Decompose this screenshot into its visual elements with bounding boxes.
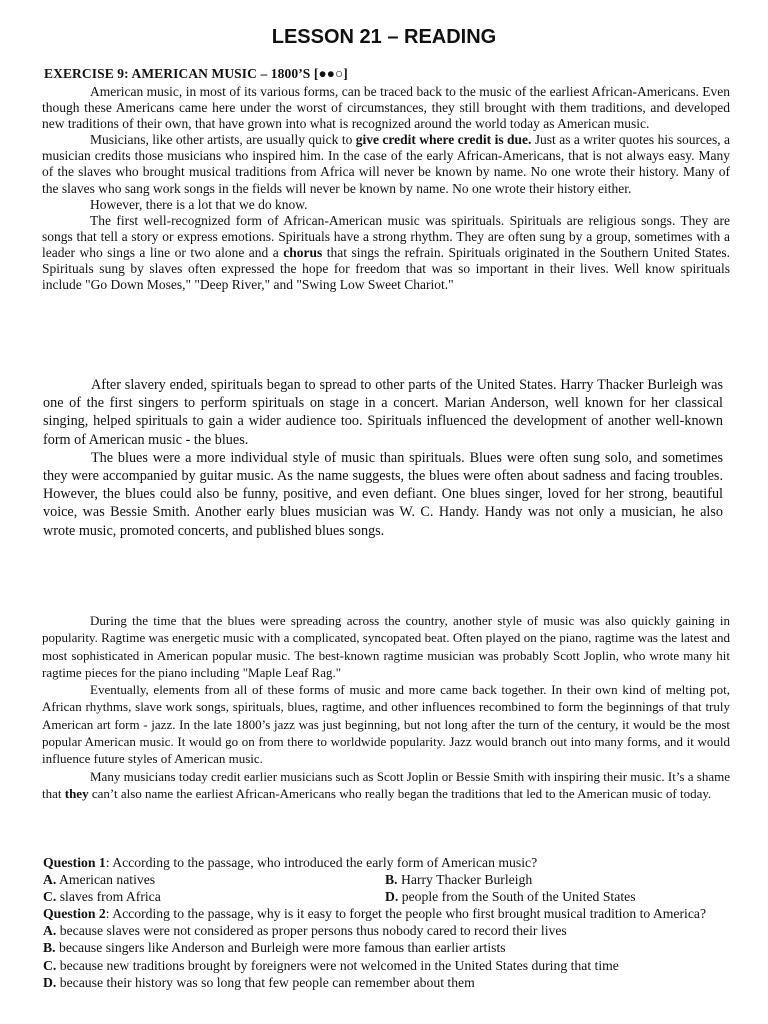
paragraph: American music, in most of its various forms, can be traced back to the music of the earliest African-Americans. Even though these Americans came here under the worst of circumstances, they still brought with them traditions, and developed new traditions of their own, that have grown into what is recognized around the world today as American music.	[42, 84, 730, 132]
question-2: Question 2: According to the passage, why is it easy to forget the people who first brought musical tradition to America?	[43, 906, 707, 922]
paragraph: However, there is a lot that we do know.	[90, 196, 308, 212]
option-a: A. American natives	[43, 872, 156, 888]
passage-part-1	[42, 84, 730, 293]
option-d: D. people from the South of the United States	[385, 889, 636, 905]
paragraph: During the time that the blues were spreading across the country, another style of music was also quickly gaining in popularity. Ragtime was energetic music with a complicated, syncopated beat. Often played on the piano, ragtime was the latest and most sophisticated in American popular music. The best-known ragtime musician was probably Scott Joplin, who wrote many hit ragtime pieces for the piano including "Maple Leaf Rag."	[42, 613, 730, 680]
option-b: B. Harry Thacker Burleigh	[385, 872, 533, 888]
questions-section	[43, 854, 733, 991]
option-b: B. because singers like Anderson and Burleigh were more famous than earlier artists	[43, 940, 506, 956]
option-c: C. because new traditions brought by foreigners were not welcomed in the United States during that time	[43, 957, 619, 973]
paragraph: The first well-recognized form of African-American music was spirituals. Spirituals are religious songs. They are songs that tell a story or express emotions. Spirituals have a strong rhythm. They are often sung by a group, sometimes with a leader who sings a line or two alone and a chorus that sings the refrain. Spirituals originated in the Southern United States. Spirituals sung by slaves often expressed the hope for freedom that was so important in their lives. Well know spirituals include "Go Down Moses," "Deep River," and "Swing Low Sweet Chariot."	[42, 212, 730, 293]
lesson-title: LESSON 21 – READING	[271, 26, 497, 48]
question-1: Question 1: According to the passage, who introduced the early form of American music?	[43, 855, 538, 870]
paragraph: After slavery ended, spirituals began to spread to other parts of the United States. Harry Thacker Burleigh was one of the first singers to perform spirituals on stage in a concert. Marian Anderson, well known for her classical singing, helped spirituals to gain a wider audience too. Spirituals influenced the development of another well-known form of American music - the blues.	[43, 377, 723, 448]
question-1-options-row	[43, 871, 733, 888]
passage-part-2	[43, 376, 723, 540]
paragraph: Eventually, elements from all of these forms of music and more came back together. In their own kind of melting pot, African rhythms, slave work songs, spirituals, blues, ragtime, and other influences recombined to form the beginnings of that truly American art form - jazz. In the late 1800’s jazz was just beginning, but not long after the turn of the century, it would be the most popular American music. It would go on from there to worldwide popularity. Jazz would branch out into many forms, and it would influence future styles of American music.	[42, 682, 730, 767]
question-1-options-row	[43, 888, 733, 905]
paragraph: Musicians, like other artists, are usually quick to give credit where credit is due. Just as a writer quotes his sources, a musician credits those musicians who inspired him. In the case of the early African-Americans, that is not always easy. Many of the slaves who brought musical traditions from Africa will never be known by name. No one wrote their history. Many of the slaves who sang work songs in the fields will never be known by name. No one wrote their history either.	[42, 132, 731, 196]
paragraph: Many musicians today credit earlier musicians such as Scott Joplin or Bessie Smith with inspiring their music. It’s a shame that they can’t also name the earliest African-Americans who really began the traditions that led to the American music of today.	[42, 768, 730, 801]
option-a: A. because slaves were not considered as proper persons thus nobody cared to record their lives	[43, 923, 567, 939]
they-highlight: they	[64, 785, 89, 801]
chorus-highlight: chorus	[283, 244, 323, 260]
paragraph: The blues were a more individual style of music than spirituals. Blues were often sung solo, and sometimes they were accompanied by guitar music. As the name suggests, the blues were often about sadness and facing troubles. However, the blues could also be funny, positive, and even defiant. One blues singer, loved for her strong, beautiful voice, was Bessie Smith. Another early blues musician was W. C. Handy. Handy was not only a musician, he also wrote music, promoted concerts, and published blues songs.	[43, 449, 723, 539]
passage-part-3	[42, 612, 730, 802]
exercise-heading: EXERCISE 9: AMERICAN MUSIC – 1800’S [●●○]	[44, 66, 348, 81]
option-c: C. slaves from Africa	[43, 889, 161, 905]
idiom-highlight: give credit where credit is due.	[355, 132, 532, 148]
option-d: D. because their history was so long that few people can remember about them	[43, 974, 475, 990]
